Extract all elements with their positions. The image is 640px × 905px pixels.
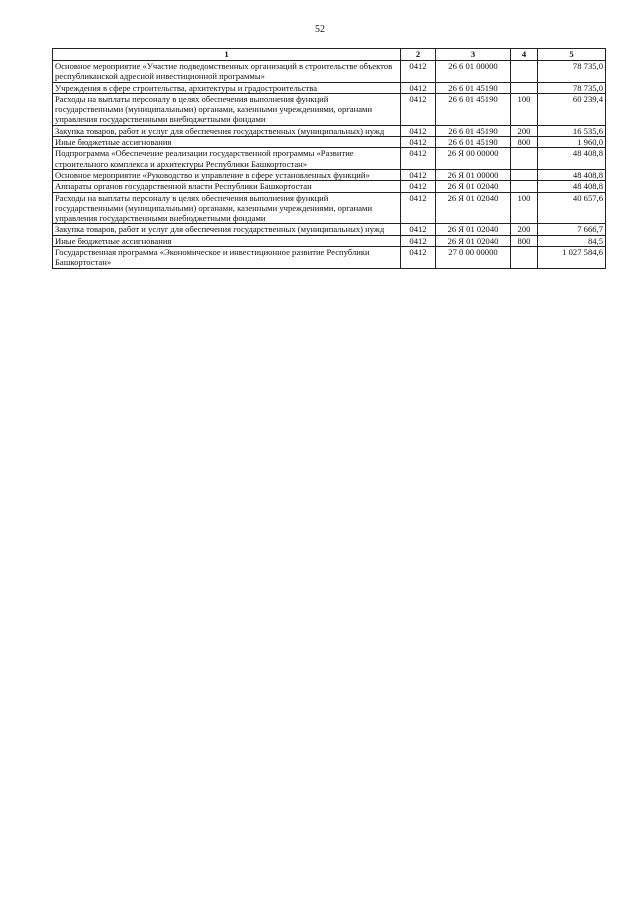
column-header-type: 4 bbox=[511, 49, 538, 61]
row-type bbox=[511, 169, 538, 180]
row-amount: 16 535,6 bbox=[538, 125, 606, 136]
row-amount: 1 960,0 bbox=[538, 137, 606, 148]
row-amount: 84,5 bbox=[538, 235, 606, 246]
table-row bbox=[53, 93, 606, 125]
row-section: 0412 bbox=[401, 148, 436, 170]
row-name: Иные бюджетные ассигнования bbox=[53, 137, 401, 148]
row-section: 0412 bbox=[401, 93, 436, 125]
table-row bbox=[53, 192, 606, 224]
row-amount: 48 408,8 bbox=[538, 181, 606, 192]
row-section: 0412 bbox=[401, 61, 436, 83]
table-header-row bbox=[53, 49, 606, 61]
row-type bbox=[511, 82, 538, 93]
row-amount: 60 239,4 bbox=[538, 93, 606, 125]
row-type: 100 bbox=[511, 192, 538, 224]
row-section: 0412 bbox=[401, 224, 436, 235]
row-section: 0412 bbox=[401, 137, 436, 148]
row-amount: 1 027 584,6 bbox=[538, 247, 606, 269]
row-type: 100 bbox=[511, 93, 538, 125]
row-name: Закупка товаров, работ и услуг для обеспечения государственных (муниципальных) нужд bbox=[53, 224, 401, 235]
row-amount: 7 666,7 bbox=[538, 224, 606, 235]
row-amount: 40 657,6 bbox=[538, 192, 606, 224]
table-row bbox=[53, 235, 606, 246]
column-header-name: 1 bbox=[53, 49, 401, 61]
row-name: Основное мероприятие «Руководство и управление в сфере установленных функций» bbox=[53, 169, 401, 180]
row-name: Расходы на выплаты персоналу в целях обеспечения выполнения функций государственными (муниципальными) органами, казенными учреждениями, органами управления государственными внебюджетными фондами bbox=[53, 93, 401, 125]
row-section: 0412 bbox=[401, 192, 436, 224]
row-target: 26 Я 01 02040 bbox=[436, 181, 511, 192]
page-number: 52 bbox=[315, 24, 325, 35]
row-target: 26 Я 01 00000 bbox=[436, 169, 511, 180]
row-section: 0412 bbox=[401, 247, 436, 269]
row-target: 26 Я 00 00000 bbox=[436, 148, 511, 170]
table-row bbox=[53, 148, 606, 170]
row-type bbox=[511, 148, 538, 170]
column-header-amount: 5 bbox=[538, 49, 606, 61]
row-name: Государственная программа «Экономическое и инвестиционное развитие Республики Башкортостан» bbox=[53, 247, 401, 269]
row-name: Подпрограмма «Обеспечение реализации государственной программы «Развитие строительного комплекса и архитектуры Республики Башкортостан» bbox=[53, 148, 401, 170]
row-section: 0412 bbox=[401, 125, 436, 136]
budget-table bbox=[52, 48, 606, 269]
row-type: 200 bbox=[511, 125, 538, 136]
row-amount: 78 735,0 bbox=[538, 82, 606, 93]
table-row bbox=[53, 125, 606, 136]
row-amount: 78 735,0 bbox=[538, 61, 606, 83]
column-header-section: 2 bbox=[401, 49, 436, 61]
table-row bbox=[53, 169, 606, 180]
row-name: Учреждения в сфере строительства, архитектуры и градостроительства bbox=[53, 82, 401, 93]
table-row bbox=[53, 82, 606, 93]
row-section: 0412 bbox=[401, 235, 436, 246]
row-target: 26 Я 01 02040 bbox=[436, 235, 511, 246]
row-target: 26 6 01 45190 bbox=[436, 137, 511, 148]
table-row bbox=[53, 224, 606, 235]
table-row bbox=[53, 61, 606, 83]
row-type bbox=[511, 247, 538, 269]
row-type bbox=[511, 61, 538, 83]
row-target: 26 Я 01 02040 bbox=[436, 192, 511, 224]
row-amount: 48 408,8 bbox=[538, 148, 606, 170]
row-section: 0412 bbox=[401, 169, 436, 180]
row-type: 800 bbox=[511, 235, 538, 246]
row-target: 26 Я 01 02040 bbox=[436, 224, 511, 235]
row-section: 0412 bbox=[401, 82, 436, 93]
row-target: 27 0 00 00000 bbox=[436, 247, 511, 269]
row-target: 26 6 01 45190 bbox=[436, 125, 511, 136]
row-target: 26 6 01 45190 bbox=[436, 82, 511, 93]
row-name: Иные бюджетные ассигнования bbox=[53, 235, 401, 246]
row-type bbox=[511, 181, 538, 192]
row-section: 0412 bbox=[401, 181, 436, 192]
row-name: Закупка товаров, работ и услуг для обеспечения государственных (муниципальных) нужд bbox=[53, 125, 401, 136]
row-amount: 48 408,8 bbox=[538, 169, 606, 180]
row-name: Расходы на выплаты персоналу в целях обеспечения выполнения функций государственными (муниципальными) органами, казенными учреждениями, органами управления государственными внебюджетными фондами bbox=[53, 192, 401, 224]
row-target: 26 6 01 45190 bbox=[436, 93, 511, 125]
table-row bbox=[53, 137, 606, 148]
row-target: 26 6 01 00000 bbox=[436, 61, 511, 83]
row-name: Основное мероприятие «Участие подведомственных организаций в строительстве объектов республиканской адресной инвестиционной программы» bbox=[53, 61, 401, 83]
column-header-target: 3 bbox=[436, 49, 511, 61]
row-name: Аппараты органов государственной власти Республики Башкортостан bbox=[53, 181, 401, 192]
table-row bbox=[53, 181, 606, 192]
row-type: 200 bbox=[511, 224, 538, 235]
row-type: 800 bbox=[511, 137, 538, 148]
table-row bbox=[53, 247, 606, 269]
